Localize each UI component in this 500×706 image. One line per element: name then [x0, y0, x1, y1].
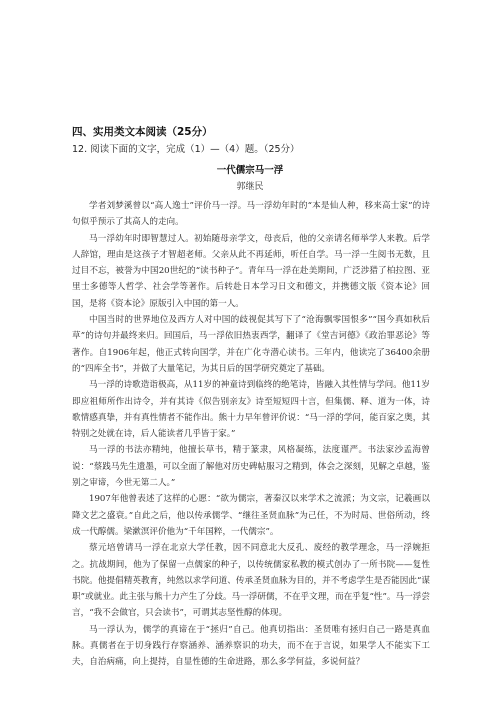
paragraph: 马一浮的诗歌造诣极高，从11岁的神童诗到临终的绝笔诗，皆融入其性情与学问。他11岁即应祖师所作出诗令，并有其诗《似告别亲友》诗至短短四十言，但集儒、释、道为一体，诗歌情感真挚，并有真性情者不能作出。熊十力早年曾评价说：“马一浮的学问，能百家之奥，其特别之处就在诗，后人能读者几乎皆于家。”: [72, 380, 430, 440]
paragraph: 马一浮幼年时即智慧过人。初始随母亲学文，母丧后，他的父亲请名师举学人来教。后学人辞馆，理由是这孩子才智超老师。父亲从此不再延师，听任自学。马一浮一生阅书无数，且过目不忘，被誉为中国20世纪的“读书种子”。青年马一浮在赴美期间，广泛涉猎了柏拉图、亚里士多德等人哲学、社会学等著作。后转赴日本学习日文和德文，并携德文版《资本论》回国，是将《资本论》原版引入中国的第一人。: [72, 233, 430, 309]
article-body: [72, 198, 430, 671]
paragraph: 马一浮的书法亦精纯，他擅长草书，精于篆隶，风格凝练，法度谨严。书法家沙孟海曾说：“蔡践马先生遗墨，可以全面了解他对历史碑帖服习之精到，体会之深刻，见解之卓越，鉴别之审谛，今世无第二人。”: [72, 445, 430, 489]
paragraph: 学者刘梦溪曾以“高人逸士”评价马一浮。马一浮幼年时的“本是仙人种，移来高士家”的诗句似乎预示了其高人的走向。: [72, 201, 430, 228]
paragraph: 蔡元培曾请马一浮在北京大学任教，因不同意北大反孔、废经的教学理念，马一浮婉拒之。抗战期间，他为了保留一点儒家的种子，以传统儒家私教的模式创办了一所书院——复性书院。他提倡精英教育，纯然以求学问道、传承圣贤血脉为目的，并不考虑学生是否能因此“谋职”或就业。此主张与熊十力产生了分歧。马一浮研儒，不在乎文理，而在乎复“性”。马一浮尝言，“我不会做官，只会读书”，可谓其志坚性醇的体现。: [72, 543, 430, 619]
article-title: 一代儒宗马一浮: [216, 165, 284, 176]
paragraph: 1907年他曾表述了这样的心愿：“欲为儒宗，著秦汉以来学术之流派；为文宗，记羲画以降文艺之盛衰。”自此之后，他以传承儒学、“继往圣贤血脉”为己任，不为时局、世俗所动，终成一代醇儒。梁漱溟评价他为“千年国粹，一代儒宗”。: [72, 494, 430, 537]
article-author: 郭继民: [236, 182, 264, 192]
paragraph: 马一浮认为，儒学的真谛在于“拯归”自己。他真切指出：圣贤唯有拯归自己一路是真血脉。真儒者在于切身践行存察涵养、涵养察识的功夫，而不在于言说，如果学人不能实下工夫，自治病痛，向上提持，自显性德的生命进路，那么多学何益，多说何益？: [72, 624, 430, 668]
section-title: 四、实用类文本阅读（25分）: [72, 126, 213, 138]
question-instruction: 12. 阅读下面的文字，完成（1）—（4）题。（25分）: [72, 144, 300, 155]
paragraph: 中国当时的世界地位及西方人对中国的歧视促其写下了“沧海飘零国恨多”“国今真如秋后草”的诗句并最终来归。回国后，马一浮依旧热衷西学，翻译了《堂吉诃德》《政治罪恶论》等著作。自1906年起，他正式转向国学，并在广化寺潜心读书。三年内，他读完了36400余册的“四库全书”，并做了大量笔记，为其日后的国学研究奠定了基础。: [72, 315, 430, 374]
